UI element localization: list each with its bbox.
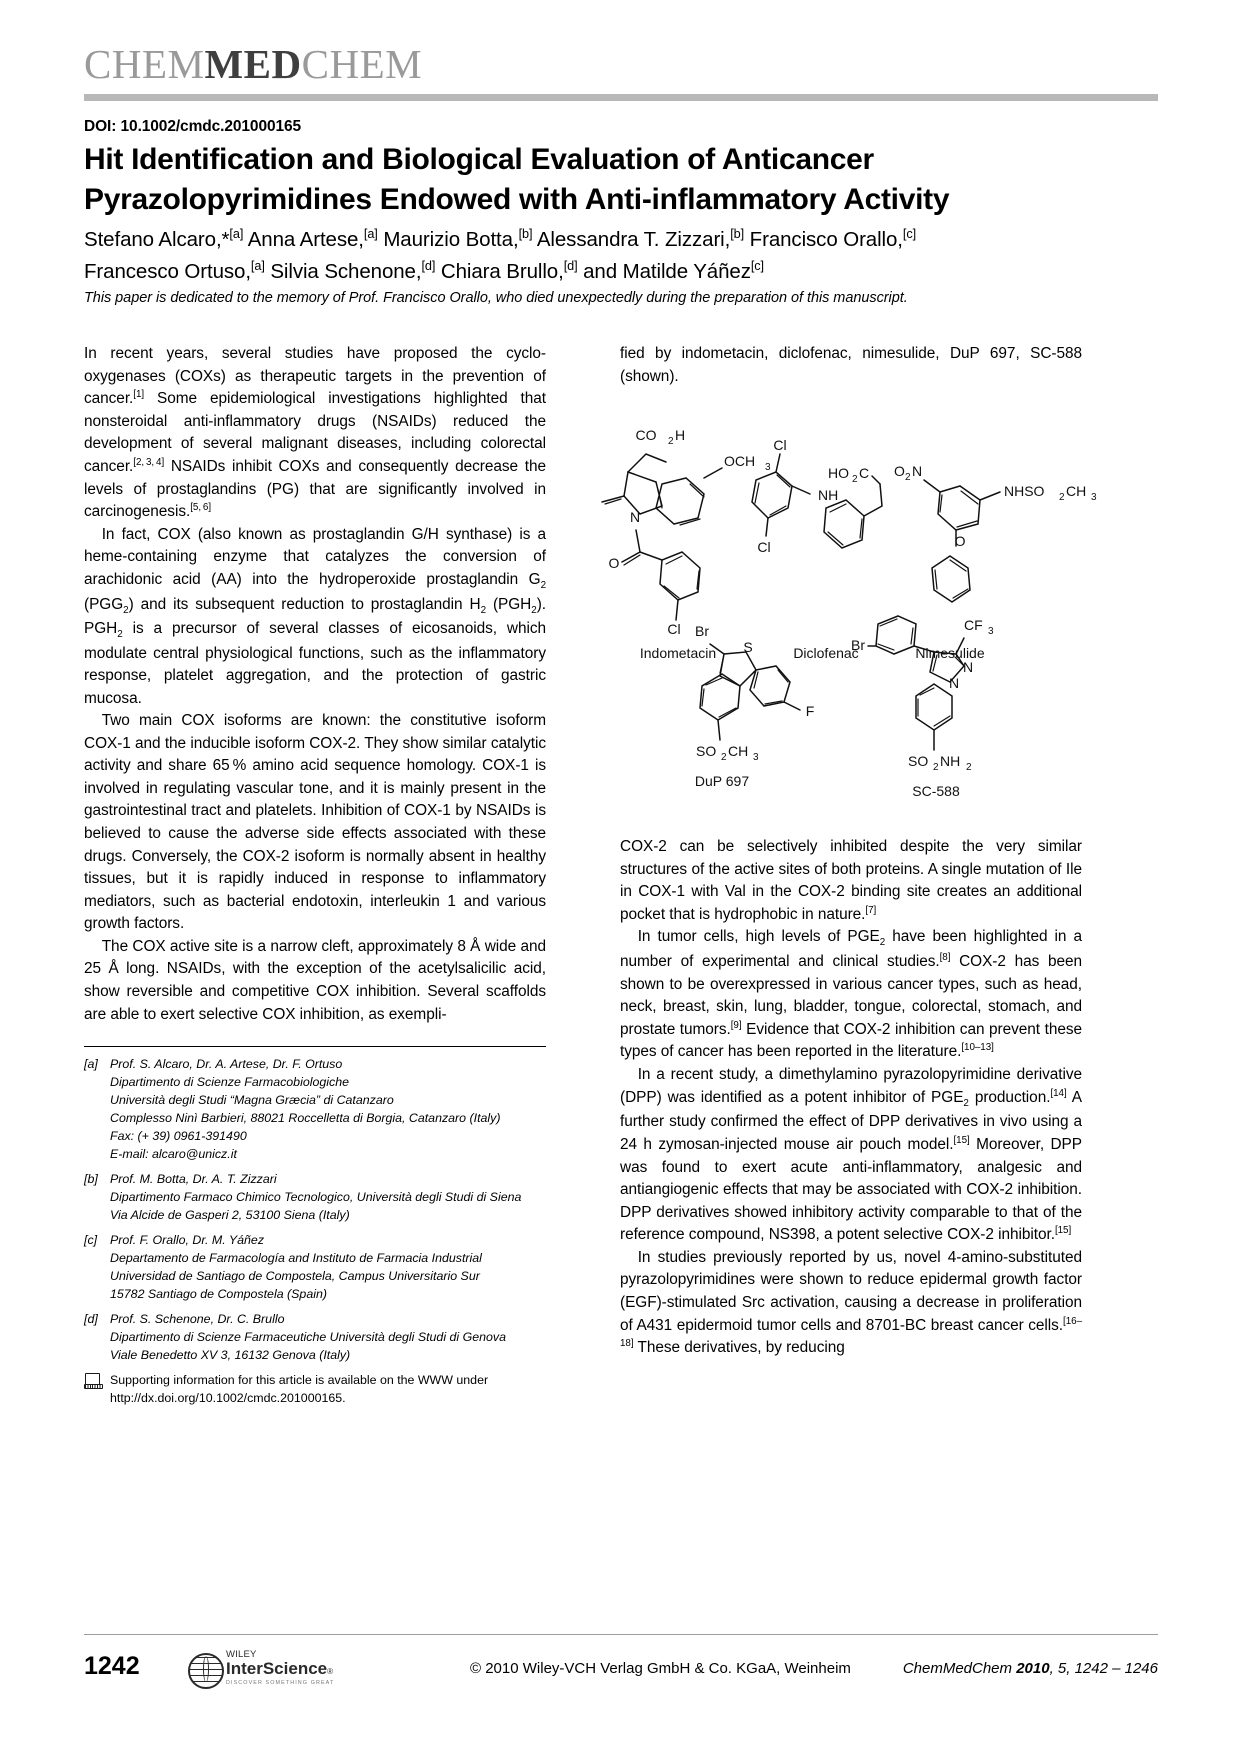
journal-logo [84, 41, 1158, 87]
caption-dup697: DuP 697 [694, 773, 750, 789]
atom-label-so2ch3-ch3: CH [728, 743, 749, 759]
footnote-tag-a: [a] [84, 1057, 98, 1071]
journal-citation-rest: , 5, 1242 – 1246 [1049, 1660, 1158, 1677]
footnote-c-line-0: Prof. F. Orallo, Dr. M. Yáñez [110, 1232, 265, 1247]
monitor-icon [84, 1372, 110, 1408]
footnote-tag-c: [c] [84, 1232, 98, 1247]
atom-label-so2ch3-sub2: 3 [753, 752, 759, 763]
supporting-info-line-1: Supporting information for this article is available on the WWW under [110, 1372, 489, 1387]
interscience-science: Science [262, 1658, 328, 1678]
footnote-b-line-0: Prof. M. Botta, Dr. A. T. Zizzari [110, 1171, 277, 1186]
globe-icon [188, 1653, 224, 1689]
footnote-tag-b: [b] [84, 1171, 98, 1186]
title-line-2: Pyrazolopyrimidines Endowed with Anti-inflammatory Activity [84, 182, 950, 216]
structure-indometacin [602, 427, 771, 661]
page-number: 1242 [84, 1652, 140, 1680]
wiley-wordmark: WILEY [226, 1649, 257, 1660]
footnote-body-b [110, 1171, 546, 1225]
footnote-c-line-1: Departamento de Farmacología and Instituto de Farmacia Industrial [110, 1250, 482, 1265]
paragraph-intro: In recent years, several studies have proposed the cyclo-oxygenases (COXs) as therapeutic targets in the prevention of cancer.[1] Some epidemiological investigations highlighted that nonsteroidal anti-inflammatory drugs (NSAIDs) reduced the development of several malignant diseases, including colorectal cancer.[2, 3, 4] NSAIDs inhibit COXs and consequently decrease the levels of prostaglandins (PG) that are significantly involved in carcinogenesis.[5, 6] [84, 345, 546, 521]
caption-indometacin: Indometacin [639, 645, 717, 661]
author-list [84, 224, 1094, 288]
atom-label-ho2c-sub: 2 [852, 474, 858, 485]
footnote-body-a [110, 1056, 546, 1164]
footnote-item-d [84, 1311, 546, 1365]
wiley-interscience-logo [188, 1650, 358, 1690]
journal-citation [903, 1660, 1158, 1677]
journal-logo-part2: MED [204, 41, 302, 87]
footnote-c-line-2: Universidad de Santiago de Compostela, Campus Universitario Sur [110, 1268, 480, 1283]
atom-label-n-pyrazole-2: N [948, 675, 960, 691]
footnote-d-line-1: Dipartimento di Scienze Farmaceutiche Università degli Studi di Genova [110, 1329, 507, 1344]
footnotes-block [84, 1046, 546, 1408]
interscience-inter: Inter [226, 1658, 263, 1678]
atom-label-cf3: CF [964, 617, 983, 633]
atom-label-cl-indometacin: Cl [667, 621, 681, 637]
masthead-divider [84, 94, 1158, 101]
registered-mark: ® [327, 1666, 334, 1676]
atom-label-cl-diclofenac-1: Cl [773, 437, 787, 453]
paragraph-tumor-cells: In tumor cells, high levels of $PGE_2$ have been highlighted in a number of experimental and clinical studies.[8] COX-2 has been shown to be overexpressed in various cancer types, such as head, neck, breast, skin, lung, bladder, tongue, colorectal, stomach, and prostate tumors.[9] Evidence that COX-2 inhibition can prevent these types of cancer has been reported in the literature.[10–13] [620, 928, 1083, 1061]
atom-label-so2nh2-nh: NH [940, 753, 961, 769]
paragraph-cox2-selective: COX-2 can be selectively inhibited despite the very similar structures of the active sites of both proteins. A single mutation of Ile in COX-1 with Val in the COX-2 binding site creates an additional pocket that is hydrophobic in nature.[7] [620, 838, 1082, 923]
atom-label-br-dup697: Br [695, 623, 709, 639]
dedication-note: This paper is dedicated to the memory of Prof. Francisco Orallo, who died unexpectedly during the preparation of this manuscript. [84, 290, 908, 306]
atom-label-s-thiophene: S [743, 639, 753, 655]
atom-label-o-ether: O [954, 533, 966, 549]
footnote-item-c [84, 1232, 546, 1304]
copyright-line: © 2010 Wiley-VCH Verlag GmbH & Co. KGaA, Weinheim [470, 1660, 851, 1677]
atom-label-so2ch3: SO [696, 743, 717, 759]
atom-label-so2nh2-sub: 2 [933, 762, 939, 773]
atom-label-o2n-n: N [912, 463, 923, 479]
footnote-a-line-5: E-mail: alcaro@unicz.it [110, 1146, 237, 1161]
structure-diclofenac [752, 437, 882, 661]
footnotes-divider [84, 1046, 546, 1047]
supporting-information-note [84, 1372, 546, 1408]
footnote-tag-d: [d] [84, 1311, 98, 1326]
atom-label-n-pyrazole-1: N [962, 659, 974, 675]
author-line-2: Francesco Ortuso,[a] Silvia Schenone,[d] Chiara Brullo,[d] and Matilde Yáñez[c] [84, 257, 764, 283]
footnote-item-b [84, 1171, 546, 1225]
footnote-a-line-3: Complesso Ninì Barbieri, 88021 Roccelletta di Borgia, Catanzaro (Italy) [110, 1110, 501, 1125]
atom-label-ho2c: HO [828, 465, 849, 481]
footnote-b-line-1: Dipartimento Farmaco Chimico Tecnologico, Università degli Studi di Siena [110, 1189, 522, 1204]
paragraph-previous-studies: In studies previously reported by us, novel 4-amino-substituted pyrazolopyrimidines were shown to reduce epidermal growth factor (EGF)-stimulated Src activation, causing a decrease in proliferation of A431 epidermoid tumor cells and 8701-BC breast cancer cells.[16–18] These derivatives, by reducing [620, 1248, 1082, 1357]
caption-nimesulide: Nimesulide [915, 645, 985, 661]
supporting-info-link[interactable]: http://dx.doi.org/10.1002/cmdc.201000165. [110, 1390, 346, 1405]
atom-label-cl-diclofenac-2: Cl [757, 539, 771, 555]
author-line-1: Stefano Alcaro,*[a] Anna Artese,[a] Maurizio Botta,[b] Alessandra T. Zizzari,[b] Francisco Orallo,[c] [84, 226, 917, 251]
atom-label-nhso2ch3-sub2: 3 [1091, 492, 1097, 503]
footnote-d-line-2: Viale Benedetto XV 3, 16132 Genova (Italy) [110, 1347, 351, 1362]
footnote-a-line-1: Dipartimento di Scienze Farmacobiologiche [110, 1074, 349, 1089]
journal-logo-part1: CHEM [84, 41, 205, 87]
atom-label-so2ch3-sub: 2 [721, 752, 727, 763]
doi-line: DOI: 10.1002/cmdc.201000165 [84, 118, 302, 135]
atom-label-n-indole: N [629, 509, 641, 525]
journal-masthead [84, 41, 1158, 101]
atom-label-o2n-sub: 2 [905, 472, 911, 483]
atom-label-so2nh2-sub2: 2 [966, 762, 972, 773]
footnote-item-a [84, 1056, 546, 1164]
atom-label-co2h-h: H [675, 427, 686, 443]
paragraph-active-site: The COX active site is a narrow cleft, approximately 8 Å wide and 25 Å long. NSAIDs, with the exception of the acetylsalicilic acid, show reversible and competitive COX inhibition. Several scaffolds are able to exert selective COX inhibition, as exempli- [84, 937, 546, 1023]
title-line-1: Hit Identification and Biological Evaluation of Anticancer [84, 143, 874, 176]
atom-label-f: F [805, 703, 815, 719]
chemical-structures-figure [600, 406, 1160, 801]
atom-label-br-sc588: Br [851, 637, 865, 653]
body-column-right [620, 343, 1082, 388]
wiley-tagline: DISCOVER SOMETHING GREAT [226, 1679, 335, 1686]
journal-logo-part3: CHEM [301, 41, 423, 87]
footnote-body-c [110, 1232, 546, 1304]
atom-label-o2n: O [894, 463, 905, 479]
footnote-d-line-0: Prof. S. Schenone, Dr. C. Brullo [110, 1311, 285, 1326]
footnote-b-line-2: Via Alcide de Gasperi 2, 53100 Siena (Italy) [110, 1207, 350, 1222]
atom-label-nhso2ch3-sub: 2 [1059, 492, 1065, 503]
journal-citation-year: 2010 [1016, 1660, 1050, 1677]
supporting-information-text [110, 1372, 488, 1408]
paragraph-isoforms: Two main COX isoforms are known: the constitutive isoform COX-1 and the inducible isoform COX-2. They show similar catalytic activity and share 65 % amino acid sequence homology. COX-1 is involved in regulating vascular tone, and it is mainly present in the gastrointestinal tract and platelets. Inhibition of COX-1 by NSAIDs is believed to cause the adverse side effects associated with these drugs. Conversely, the COX-2 isoform is normally absent in healthy tissues, but it is rapidly induced in response to inflammatory mediators, such as bacterial endotoxin, interleukin 1 and various growth factors. [84, 712, 546, 933]
atom-label-cf3-sub: 3 [988, 626, 994, 637]
paragraph-dpp: In a recent study, a dimethylamino pyrazolopyrimidine derivative (DPP) was identified as a potent inhibitor of $PGE_2$ production.[14] A further study confirmed the effect of DPP derivatives in vivo using a 24 h zymosan-injected mouse air pouch model.[15] Moreover, DPP was found to exert acute anti-inflammatory, analgesic and antiangiogenic effects that may be associated with COX-2 inhibition. DPP derivatives showed inhibitory activity comparable to that of the reference compound, NS398, a potent selective COX-2 inhibitor.[15] [620, 1066, 1083, 1244]
journal-citation-name: ChemMedChem [902, 1660, 1017, 1677]
body-column-left [84, 343, 546, 1026]
body-column-right-lower [620, 836, 1082, 1360]
atom-label-so2nh2: SO [908, 753, 929, 769]
atom-label-och3-sub: 3 [765, 462, 771, 473]
caption-diclofenac: Diclofenac [793, 645, 859, 661]
structure-nimesulide [894, 463, 1097, 661]
footnote-body-d [110, 1311, 546, 1365]
structures-svg [600, 406, 1160, 801]
atom-label-co2h: CO [635, 427, 657, 443]
atom-label-nh: NH [818, 487, 839, 503]
footnote-a-line-0: Prof. S. Alcaro, Dr. A. Artese, Dr. F. Ortuso [110, 1057, 343, 1071]
atom-label-nhso2ch3: NHSO [1004, 483, 1045, 499]
footnote-c-line-3: 15782 Santiago de Compostela (Spain) [110, 1286, 327, 1301]
caption-sc588: SC-588 [912, 783, 960, 799]
structure-sc588 [851, 616, 994, 799]
atom-label-nhso2ch3-ch3: CH [1066, 483, 1087, 499]
page-title [84, 140, 1084, 219]
paragraph-right-continuation: fied by indometacin, diclofenac, nimesulide, DuP 697, SC-588 (shown). [620, 345, 1082, 385]
atom-label-och3: OCH [724, 453, 756, 469]
footnote-a-line-2: Università degli Studi “Magna Græcia” di Catanzaro [110, 1092, 394, 1107]
atom-label-o-carbonyl: O [608, 555, 620, 571]
atom-label-co2h-sub: 2 [668, 436, 674, 447]
footer-divider [84, 1634, 1158, 1635]
atom-label-ho2c-c: C [859, 465, 870, 481]
paragraph-cox-enzyme: In fact, COX (also known as prostaglandin G/H synthase) is a heme-containing enzyme that catalyzes the conversion of arachidonic acid (AA) into the hydroperoxide prostaglandin $G_2$ $(PGG_2)$ and its subsequent reduction to prostaglandin $H_2$ $(PGH_2)$. $PGH_2$ is a precursor of several classes of eicosanoids, which modulate central physiological functions, such as the inflammatory response, platelet aggregation, and the protection of gastric mucosa. [84, 525, 546, 707]
footnote-a-line-4: Fax: (+ 39) 0961-391490 [110, 1128, 247, 1143]
